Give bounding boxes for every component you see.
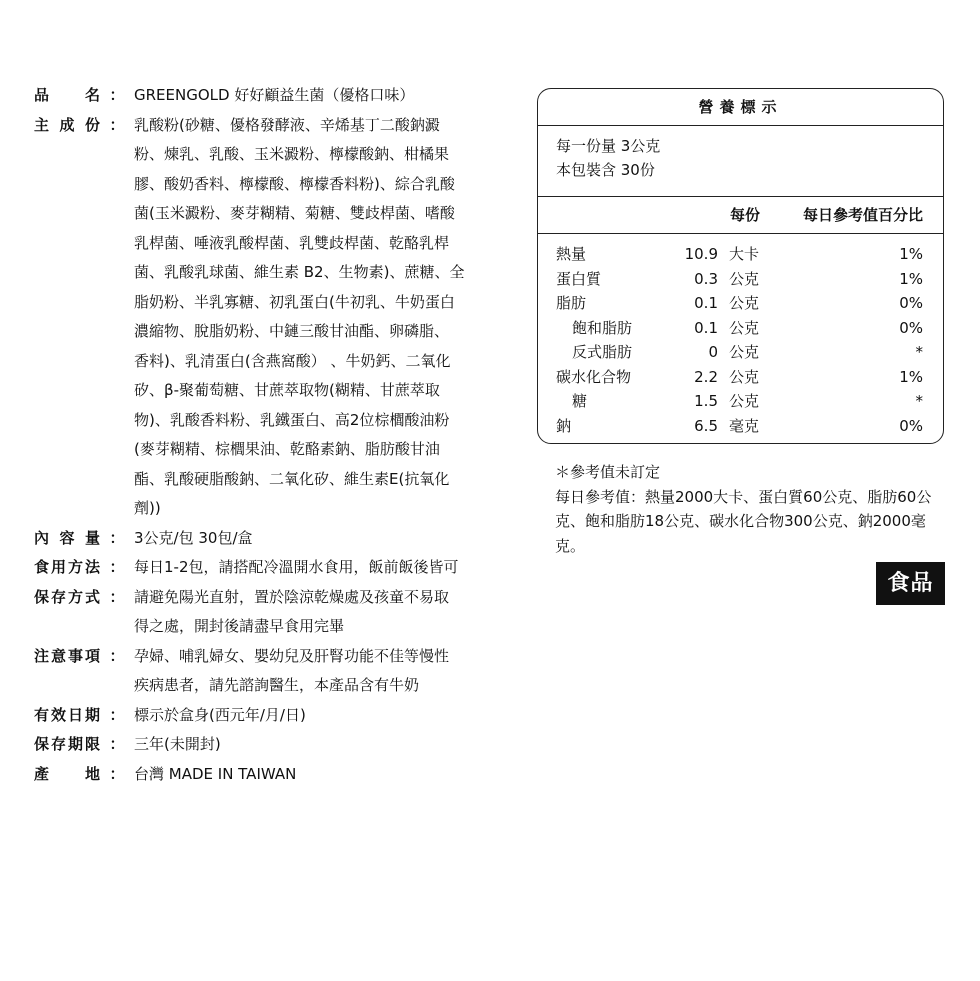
col-daily-percent: 每日參考值百分比 [802, 206, 923, 224]
nutrient-daily-percent: 0% [899, 416, 923, 435]
spec-value: 三年(未開封) [134, 735, 221, 753]
nutrient-amount: 0.3 [694, 269, 718, 288]
spec-row [34, 730, 504, 760]
nutrition-row [538, 242, 943, 267]
nutrient-name: 熱量 [556, 245, 587, 263]
spec-label: 注意事項 [34, 646, 100, 665]
asterisk-note: ＊參考值未訂定 [555, 463, 661, 481]
nutrition-header-row [538, 197, 943, 234]
nutrition-row [538, 316, 943, 341]
nutrient-unit: 公克 [729, 269, 760, 288]
servings-per-pack: 本包裝含 30份 [556, 161, 655, 179]
nutrient-name: 脂肪 [556, 294, 587, 312]
nutrition-notes [555, 460, 945, 558]
nutrient-amount: 0 [708, 343, 718, 361]
nutrient-amount: 0.1 [694, 294, 718, 312]
nutrition-title: 營養標示 [538, 89, 943, 126]
nutrient-daily-percent: 1% [899, 269, 923, 288]
spec-colon: ： [109, 86, 125, 104]
spec-colon: ： [109, 735, 125, 753]
nutrient-daily-percent: 1% [899, 245, 923, 263]
spec-label: 食用方法 [34, 558, 100, 576]
nutrient-unit: 公克 [729, 318, 760, 337]
nutrient-name: 碳水化合物 [556, 367, 632, 386]
nutrient-daily-percent: 1% [899, 367, 923, 386]
nutrient-daily-percent: * [915, 392, 923, 410]
daily-reference-note: 每日參考值：熱量2000大卡、蛋白質60公克、脂肪60公克、飽和脂肪18公克、碳水化合物300公克、鈉2000毫克。 [555, 487, 932, 555]
nutrition-row [538, 365, 943, 390]
nutrient-amount: 2.2 [694, 367, 718, 386]
nutrition-rows [538, 234, 943, 438]
spec-label: 保存期限 [34, 735, 100, 753]
spec-row [34, 81, 504, 111]
nutrition-row [538, 291, 943, 316]
nutrition-row [538, 414, 943, 439]
nutrient-unit: 公克 [729, 392, 760, 410]
nutrient-daily-percent: 0% [899, 318, 923, 337]
nutrition-row [538, 389, 943, 414]
spec-label: 保存方式 [34, 587, 100, 606]
nutrient-daily-percent: * [915, 343, 923, 361]
spec-label: 產 地 [34, 764, 100, 783]
nutrient-name: 反式脂肪 [572, 343, 633, 361]
nutrient-amount: 6.5 [694, 416, 718, 435]
nutrient-name: 蛋白質 [556, 269, 602, 288]
spec-row [34, 553, 504, 583]
nutrient-unit: 大卡 [729, 245, 760, 263]
spec-colon: ： [109, 528, 125, 547]
spec-colon: ： [109, 705, 125, 724]
nutrient-amount: 1.5 [694, 392, 718, 410]
spec-value: 3公克/包 30包/盒 [134, 528, 253, 547]
spec-colon: ： [109, 115, 125, 134]
spec-value: 請避免陽光直射，置於陰涼乾燥處及孩童不易取 得之處，開封後請盡早食用完畢 [134, 587, 450, 635]
spec-row [34, 524, 504, 554]
nutrient-amount: 10.9 [684, 245, 718, 263]
nutrient-daily-percent: 0% [899, 294, 923, 312]
nutrient-unit: 公克 [729, 294, 760, 312]
spec-value: 乳酸粉(砂糖、優格發酵液、辛烯基丁二酸鈉澱 粉、煉乳、乳酸、玉米澱粉、檸檬酸鈉、柑橘果 膠、酸奶香料、檸檬酸、檸檬香料粉)、綜合乳酸 菌(玉米澱粉、麥芽糊精、菊糖、雙歧桿菌、嗜酸 乳桿菌、唾液乳酸桿菌、乳雙歧桿菌、乾酪乳桿 菌、乳酸乳球菌、維生素 B2、生物素)、蔗糖、全 脂奶粉、半乳寡糖、初乳蛋白(牛初乳、牛奶蛋白 濃縮物、脫脂奶粉、中鏈三酸甘油酯、卵磷脂、 香料)、乳清蛋白(含燕窩酸） 、牛奶鈣、二氧化 矽、β-聚葡萄糖、甘蔗萃取物(糊精、甘蔗萃取 物)、乳酸香料粉、乳鐵蛋白、高2位棕櫚酸油粉 (麥芽糊精、棕櫚果油、乾酪素鈉、脂肪酸甘油 酯、乳酸硬脂酸鈉、二氧化矽、維生素E(抗氧化 劑)) [134, 115, 465, 517]
spec-label: 主成份 [34, 115, 100, 134]
spec-value: 標示於盒身(西元年/月/日) [134, 705, 306, 724]
nutrition-facts-panel [537, 88, 944, 444]
spec-colon: ： [109, 558, 125, 576]
spec-row [34, 701, 504, 731]
spec-row [34, 111, 504, 524]
spec-label: 品 名 [34, 86, 100, 104]
spec-label: 內容量 [34, 528, 100, 547]
nutrient-unit: 公克 [729, 367, 760, 386]
nutrition-row [538, 267, 943, 292]
nutrient-name: 糖 [572, 392, 588, 410]
spec-row [34, 642, 504, 701]
spec-value: 孕婦、哺乳婦女、嬰幼兒及肝腎功能不佳等慢性 疾病患者，請先諮詢醫生，本產品含有牛奶 [134, 646, 450, 694]
spec-value: 台灣 MADE IN TAIWAN [134, 764, 297, 783]
spec-value: GREENGOLD 好好顧益生菌（優格口味） [134, 86, 415, 104]
spec-colon: ： [109, 587, 125, 606]
nutrition-row [538, 340, 943, 365]
food-badge: 食品 [876, 562, 945, 605]
nutrient-name: 鈉 [556, 416, 572, 435]
spec-value: 每日1-2包，請搭配冷溫開水食用，飯前飯後皆可 [134, 558, 459, 576]
nutrient-unit: 毫克 [729, 416, 760, 435]
spec-row [34, 583, 504, 642]
nutrient-amount: 0.1 [694, 318, 718, 337]
spec-colon: ： [109, 646, 125, 665]
serving-info [538, 126, 943, 197]
spec-colon: ： [109, 764, 125, 783]
spec-row [34, 760, 504, 790]
serving-size: 每一份量 3公克 [556, 137, 661, 155]
spec-label: 有效日期 [34, 705, 100, 724]
product-spec-list [34, 81, 504, 789]
nutrient-unit: 公克 [729, 343, 760, 361]
col-per-serving: 每份 [730, 206, 761, 224]
nutrient-name: 飽和脂肪 [572, 318, 633, 337]
